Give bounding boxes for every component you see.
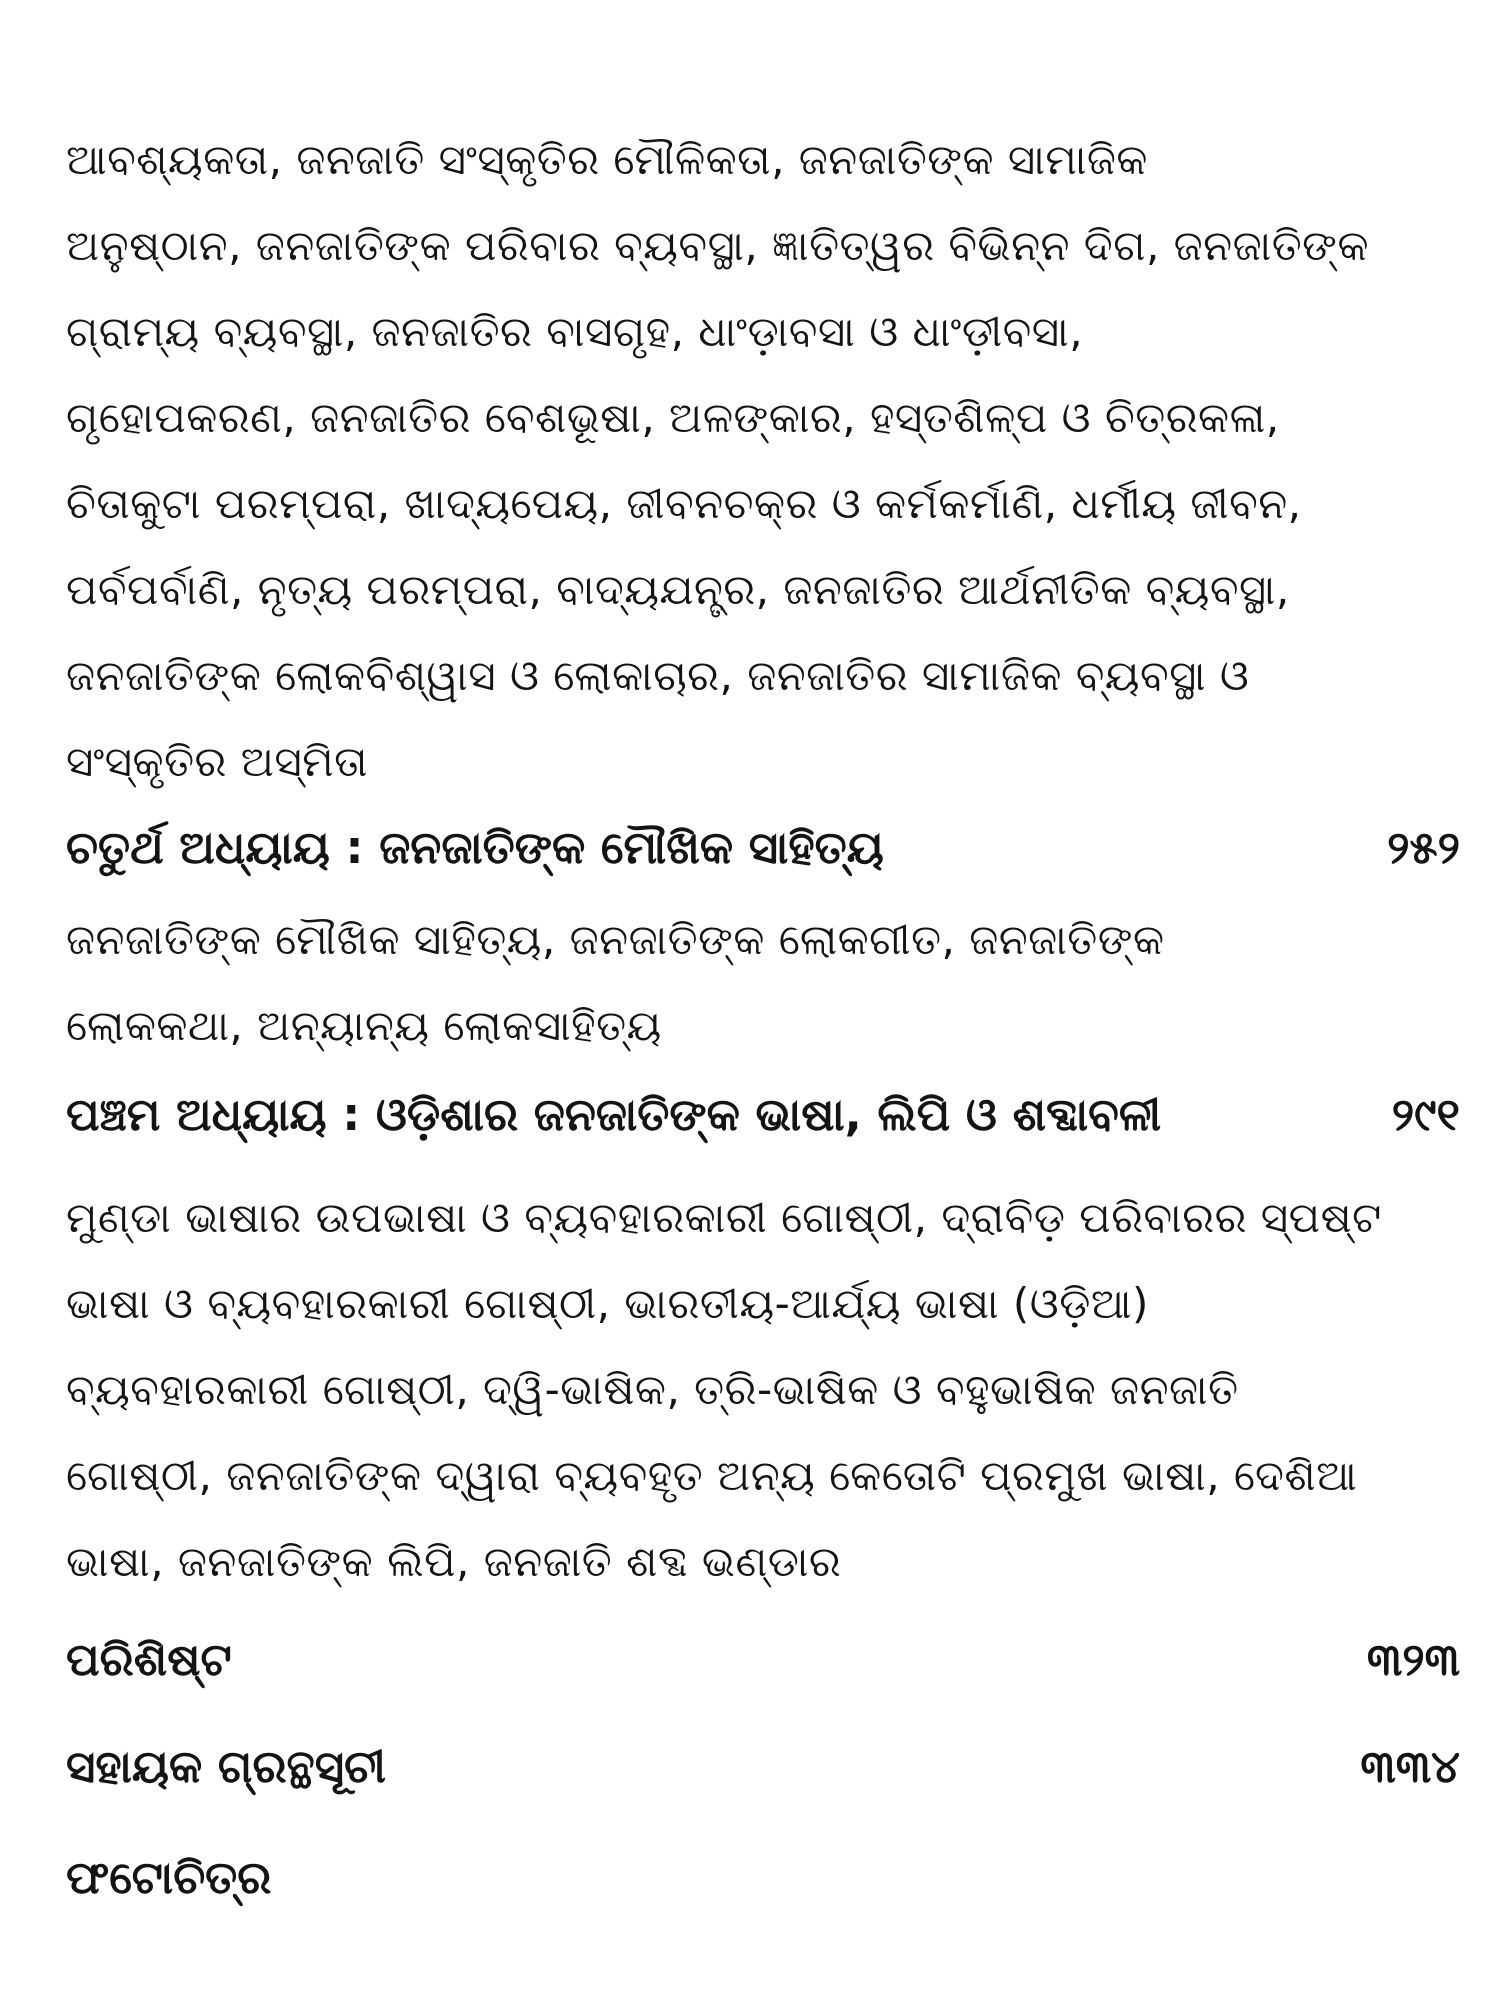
toc-text-line: ଭାଷା ଓ ବ୍ୟବହାରକାରୀ ଗୋଷ୍ଠୀ, ଭାରତୀୟ-ଆର୍ଯ୍ୟ ଭାଷା (ଓଡ଼ିଆ) bbox=[66, 1279, 1149, 1328]
toc-text-line: ପର୍ବପର୍ବାଣି, ନୃତ୍ୟ ପରମ୍ପରା, ବାଦ୍ୟଯନ୍ତ୍ର, ଜନଜାତିର ଆର୍ଥନୀତିକ ବ୍ୟବସ୍ଥା, bbox=[66, 565, 1290, 614]
appendix-title: ପରିଶିଷ୍ଟ bbox=[66, 1633, 232, 1686]
toc-text-line: ଚିତାକୁଟା ପରମ୍ପରା, ଖାଦ୍ୟପେୟ, ଜୀବନଚକ୍ର ଓ କର୍ମକର୍ମାଣି, ଧର୍ମୀୟ ଜୀବନ, bbox=[66, 479, 1302, 528]
chapter-4-title: ଚତୁର୍ଥ ଅଧ୍ୟାୟ : ଜନଜାତିଙ୍କ ମୌଖିକ ସାହିତ୍ୟ bbox=[66, 821, 884, 874]
appendix-page-number: ୩୨୩ bbox=[1366, 1633, 1460, 1686]
toc-text-line: ଗୋଷ୍ଠୀ, ଜନଜାତିଙ୍କ ଦ୍ୱାରା ବ୍ୟବହୃତ ଅନ୍ୟ କେତୋଟି ପ୍ରମୁଖ ଭାଷା, ଦେଶିଆ bbox=[66, 1451, 1358, 1500]
toc-text-line: ଅନୁଷ୍ଠାନ, ଜନଜାତିଙ୍କ ପରିବାର ବ୍ୟବସ୍ଥା, ଜ୍ଞାତିତ୍ୱର ବିଭିନ୍ନ ଦିଗ, ଜନଜାତିଙ୍କ bbox=[66, 221, 1369, 270]
chapter-5-page-number: ୨୯୧ bbox=[1391, 1088, 1460, 1141]
photographs-title: ଫଟୋଚିତ୍ର bbox=[66, 1851, 272, 1904]
bibliography-page-number: ୩୩୪ bbox=[1360, 1740, 1460, 1793]
toc-text-line: ଭାଷା, ଜନଜାତିଙ୍କ ଲିପି, ଜନଜାତି ଶବ୍ଦ ଭଣ୍ଡାର bbox=[66, 1537, 842, 1586]
toc-text-line: ବ୍ୟବହାରକାରୀ ଗୋଷ୍ଠୀ, ଦ୍ୱି-ଭାଷିକ, ତ୍ରି-ଭାଷିକ ଓ ବହୁଭାଷିକ ଜନଜାତି bbox=[66, 1365, 1239, 1414]
toc-text-line: ଗ୍ରାମ୍ୟ ବ୍ୟବସ୍ଥା, ଜନଜାତିର ବାସଗୃହ, ଧାଂଡ଼ାବସା ଓ ଧାଂଡ଼ୀବସା, bbox=[66, 307, 1084, 356]
toc-text-line: ସଂସ୍କୃତିର ଅସ୍ମିତା bbox=[66, 737, 369, 786]
chapter-5-title: ପଞ୍ଚମ ଅଧ୍ୟାୟ : ଓଡ଼ିଶାର ଜନଜାତିଙ୍କ ଭାଷା, ଲିପି ଓ ଶବ୍ଦାବଳୀ bbox=[66, 1088, 1162, 1141]
toc-text-line: ଲୋକକଥା, ଅନ୍ୟାନ୍ୟ ଲୋକସାହିତ୍ୟ bbox=[66, 1001, 662, 1050]
chapter-4-page-number: ୨୫୨ bbox=[1387, 821, 1460, 874]
bibliography-title: ସହାୟକ ଗ୍ରନ୍ଥସୂଚୀ bbox=[66, 1740, 386, 1793]
toc-text-line: ଆବଶ୍ୟକତା, ଜନଜାତି ସଂସ୍କୃତିର ମୌଳିକତା, ଜନଜାତିଙ୍କ ସାମାଜିକ bbox=[66, 135, 1148, 184]
toc-text-line: ଜନଜାତିଙ୍କ ଲୋକବିଶ୍ୱାସ ଓ ଲୋକାଚାର, ଜନଜାତିର ସାମାଜିକ ବ୍ୟବସ୍ଥା ଓ bbox=[66, 651, 1250, 700]
toc-text-line: ମୁଣ୍ଡା ଭାଷାର ଉପଭାଷା ଓ ବ୍ୟବହାରକାରୀ ଗୋଷ୍ଠୀ, ଦ୍ରାବିଡ଼ ପରିବାରର ସ୍ପଷ୍ଟ bbox=[66, 1193, 1382, 1242]
toc-text-line: ଜନଜାତିଙ୍କ ମୌଖିକ ସାହିତ୍ୟ, ଜନଜାତିଙ୍କ ଲୋକଗୀତ, ଜନଜାତିଙ୍କ bbox=[66, 915, 1165, 964]
toc-text-line: ଗୃହୋପକରଣ, ଜନଜାତିର ବେଶଭୂଷା, ଅଳଙ୍କାର, ହସ୍ତଶିଳ୍ପ ଓ ଚିତ୍ରକଳା, bbox=[66, 393, 1280, 442]
